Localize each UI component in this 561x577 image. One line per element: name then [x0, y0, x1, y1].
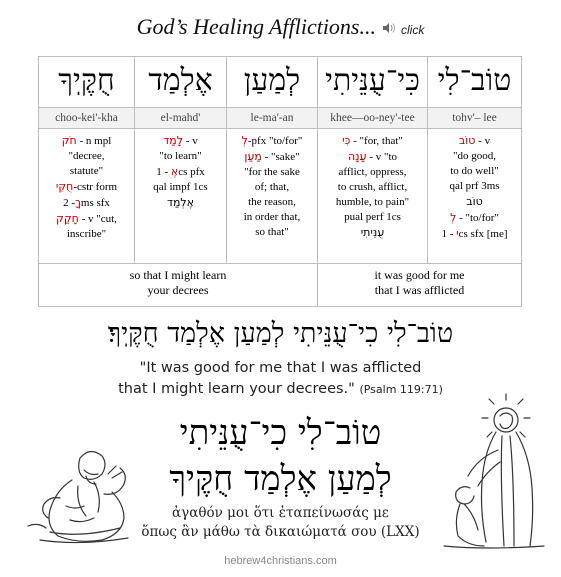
note-hebrew: עֻנֵּיתִי — [360, 226, 385, 239]
word-notes-2 — [135, 129, 227, 264]
note-line — [137, 180, 224, 195]
note-hebrew: חֻקֵּי — [55, 180, 74, 193]
note-line — [137, 133, 224, 149]
word-notes-5 — [428, 129, 522, 264]
word-translit-3: le-ma'-an — [227, 108, 318, 129]
note-text: in order that, — [243, 211, 301, 223]
note-line — [320, 149, 425, 165]
word-translit-4: khee—oo-ney'-tee — [318, 108, 428, 129]
quote-line2: that I might learn your decrees." — [118, 381, 355, 397]
note-text: to do well" — [450, 165, 499, 177]
note-text: -pfx "to/for" — [247, 135, 303, 147]
note-text: statute" — [69, 165, 104, 177]
script-hebrew — [150, 410, 411, 502]
translation-left — [39, 264, 318, 307]
translation-right-line2: that I was afflicted — [374, 283, 465, 297]
note-text: - v "to — [366, 151, 398, 163]
audio-click-link[interactable]: click — [401, 23, 425, 37]
note-line — [229, 165, 315, 180]
quote-line1: "It was good for me that I was afflicted — [139, 360, 422, 376]
note-hebrew: לָמַד — [163, 134, 184, 147]
note-text: "do good, — [453, 150, 496, 162]
note-text: - v "cut, — [78, 213, 117, 225]
word-hebrew-3: לְמַעַן — [227, 57, 318, 108]
note-line — [430, 133, 519, 149]
note-text: - "to/for" — [456, 212, 499, 224]
note-hebrew: כִּי — [342, 134, 351, 147]
word-translit-2: el-mahd' — [135, 108, 227, 129]
note-line — [430, 179, 519, 194]
word-translit-5: tohv'– lee — [428, 108, 522, 129]
note-text: - 1cs pfx — [156, 166, 205, 178]
note-hebrew: אֶלְמַד — [166, 196, 195, 209]
quote-citation: (Psalm 119:71) — [359, 383, 443, 396]
note-text: humble, to pain" — [335, 196, 410, 208]
note-line — [320, 133, 425, 149]
note-line — [41, 195, 132, 211]
script-hebrew-line2: לְמַעַן אֶלְמַד חֻקֶּיךָ — [169, 459, 392, 499]
transliteration-row — [39, 108, 522, 129]
word-hebrew-2: אֶלְמַד — [135, 57, 227, 108]
speaker-icon[interactable] — [382, 21, 396, 39]
note-text: qal prf 3ms — [449, 180, 500, 192]
note-text: - "for, that" — [350, 135, 403, 147]
verse-hebrew: טוֹב־לִי כִי־עֻנֵּיתִי לְמַעַן אֶלְמַד חֻקֶּֽיךָ׃ — [107, 318, 454, 349]
note-line — [320, 225, 425, 241]
note-line — [137, 195, 224, 211]
note-text: "to learn" — [159, 150, 202, 162]
note-text: of; that, — [254, 181, 290, 193]
script-hebrew-line1: טוֹב־לִי כִי־עֻנֵּיתִי — [179, 413, 382, 453]
word-notes-4 — [318, 129, 428, 264]
note-line — [41, 179, 132, 195]
note-line — [320, 180, 425, 195]
translation-right-line1: it was good for me — [374, 268, 465, 282]
note-text: qal impf 1cs — [153, 181, 208, 193]
hebrew-header-row — [39, 57, 522, 108]
greek-line2: ὅπως ἂν μάθω τὰ δικαιώματά σου (LXX) — [141, 524, 420, 540]
note-line — [137, 164, 224, 180]
word-hebrew-5: טוֹב־לִי — [428, 57, 522, 108]
note-hebrew: אֶ — [170, 165, 179, 178]
word-notes-1 — [39, 129, 135, 264]
translation-left-line2: your decrees — [147, 283, 209, 297]
note-line — [430, 149, 519, 164]
note-hebrew: לְ — [241, 134, 248, 147]
translation-right — [318, 264, 522, 307]
note-line — [430, 210, 519, 226]
note-hebrew: חָקַק — [56, 212, 79, 225]
note-line — [41, 133, 132, 149]
note-hebrew: חֹק — [61, 134, 77, 147]
note-hebrew: עָנָה — [347, 150, 367, 163]
note-line — [229, 210, 315, 225]
word-hebrew-4: כִּי־עֻנֵּיתִי — [318, 57, 428, 108]
note-line — [41, 164, 132, 179]
note-hebrew: טוֹב — [458, 134, 476, 147]
translation-row — [39, 264, 522, 307]
word-translit-1: choo-kei'-kha — [39, 108, 135, 129]
site-footer[interactable]: hebrew4christians.com — [224, 555, 337, 567]
note-text: - v — [475, 135, 491, 147]
note-line — [229, 225, 315, 240]
note-text: "for the sake — [244, 166, 300, 178]
note-text: pual perf 1cs — [344, 211, 401, 223]
title-row — [0, 14, 561, 40]
greek-line1: ἀγαθόν μοι ὅτι ἐταπείνωσάς με — [172, 505, 389, 521]
note-line — [41, 211, 132, 227]
note-text: afflict, oppress, — [338, 166, 407, 178]
note-line — [229, 133, 315, 149]
note-hebrew: ךָ — [74, 196, 81, 209]
note-line — [229, 195, 315, 210]
note-hebrew: מַעַן — [244, 150, 262, 163]
note-text: - v — [183, 135, 198, 147]
note-hebrew: טוֹב — [466, 195, 483, 208]
note-line — [229, 180, 315, 195]
note-text: inscribe" — [66, 228, 107, 240]
note-line — [137, 149, 224, 164]
note-line — [430, 164, 519, 179]
note-line — [320, 210, 425, 225]
note-line — [430, 226, 519, 242]
note-line — [41, 227, 132, 242]
note-text: to crush, afflict, — [337, 181, 408, 193]
note-text: - n mpl — [76, 135, 112, 147]
note-text: the reason, — [248, 196, 296, 208]
note-line — [229, 149, 315, 165]
note-line — [320, 195, 425, 210]
note-text: so that" — [255, 226, 289, 238]
word-breakdown-table — [38, 56, 522, 307]
word-notes-3 — [227, 129, 318, 264]
note-text: - "sake" — [261, 151, 300, 163]
note-line — [430, 194, 519, 210]
note-text: - 1cs sfx [me] — [441, 228, 508, 240]
greek-lxx — [0, 504, 561, 542]
page-title: God’s Healing Afflictions... — [136, 14, 376, 39]
note-text: - 2ms sfx — [63, 197, 110, 209]
note-line — [320, 165, 425, 180]
translation-left-line1: so that I might learn — [129, 268, 227, 282]
note-hebrew: לְ — [450, 211, 457, 224]
note-text: "decree, — [68, 150, 105, 162]
note-line — [41, 149, 132, 164]
note-hebrew: י — [456, 227, 459, 240]
note-text: -cstr form — [73, 181, 118, 193]
word-hebrew-1: חֻקֶּֽיךָ — [39, 57, 135, 108]
grammar-notes-row — [39, 129, 522, 264]
